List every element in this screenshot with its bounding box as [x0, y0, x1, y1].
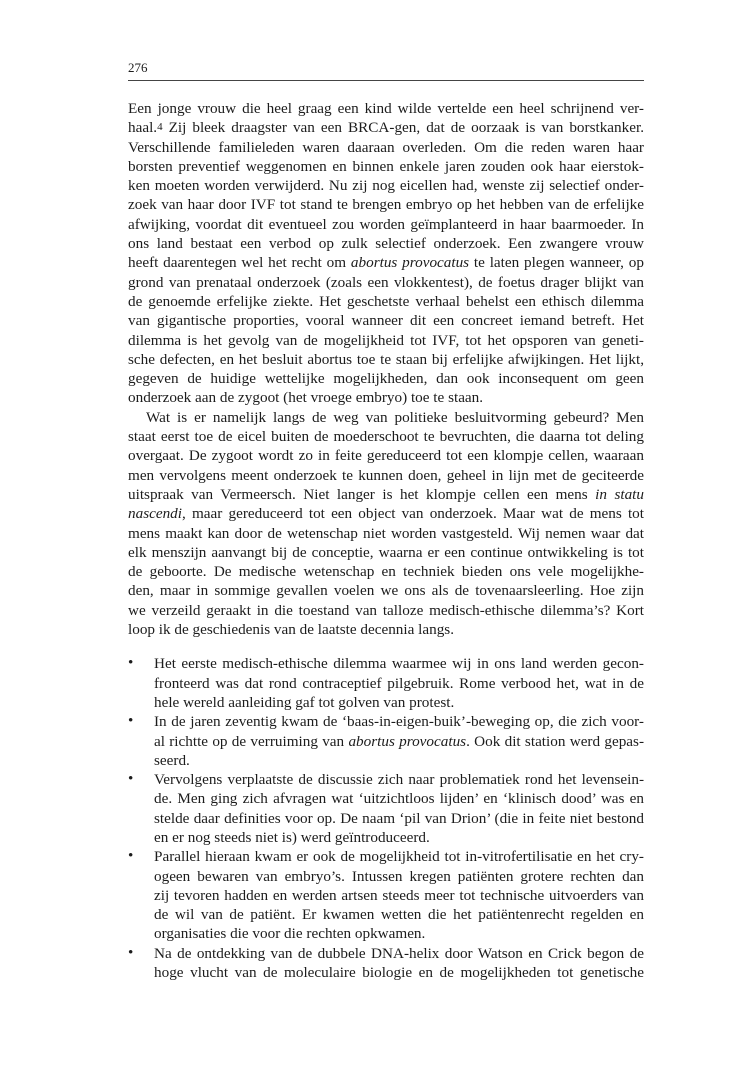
text-line: organisaties die voor die rechten opkwamen. [154, 925, 426, 943]
bullet-dot-icon: • [128, 712, 134, 730]
italic-term: nascendi [128, 505, 182, 523]
italic-term: abortus provocatus [350, 254, 470, 272]
text-line: Na de ontdekking van de dubbele DNA-helix door Watson en Crick begon de [154, 944, 644, 962]
bullet-item [128, 770, 644, 847]
text-line: overgaat. De zygoot wordt zo in feite gereduceerd tot een klompje cellen, waaraan [128, 447, 644, 465]
text-line: uitspraak van Vermeersch. Niet langer is het klompje cellen een mens in statu [128, 485, 644, 503]
bullet-item [128, 712, 644, 770]
bullet-item [128, 847, 644, 943]
text-line: loop ik de geschiedenis van de laatste decennia langs. [128, 621, 454, 639]
text-line: Vervolgens verplaatste de discussie zich naar problematiek rond het levensein- [154, 771, 644, 789]
text-line: zoek van haar door IVF tot stand te brengen embryo op het hebben van de erfelijke [128, 196, 644, 214]
text-line: sche defecten, en het besluit abortus toe te staan bij erfelijke afwijkingen. Het lijkt, [128, 350, 644, 368]
text-line: de. Men ging zich afvragen wat ‘uitzichtloos lijden’ en ‘klinisch dood’ was en [154, 790, 644, 808]
text-line: hoge vlucht van de moleculaire biologie en de mogelijkheden tot genetische [154, 964, 644, 982]
body-text [128, 99, 644, 982]
text-line: en er nog steeds niet is) werd geïntroduceerd. [154, 828, 430, 846]
text-line: afwijking, voordat dit eventueel zou worden geïmplanteerd in haar baarmoeder. In [128, 215, 644, 233]
text-line: seerd. [154, 751, 190, 769]
paragraph-1 [128, 99, 644, 408]
text-line: dilemma is het gevolg van de mogelijkheid tot IVF, tot het opsporen van geneti- [128, 331, 644, 349]
bullet-dot-icon: • [128, 943, 134, 961]
text-line: ogeen bewaren van embryo’s. Intussen kregen patiënten grotere rechten dan [154, 867, 644, 885]
text-line: In de jaren zeventig kwam de ‘baas-in-eigen-buik’-beweging op, die zich voor- [154, 713, 644, 731]
text-line: hele wereld aanleiding gaf tot golven van protest. [154, 693, 455, 711]
text-line: gegeven de huidige wettelijke mogelijkheden, dan ook inconsequent om geen [128, 370, 644, 388]
text-line: ons land bestaat een verbod op zulk selectief onderzoek. Een zwangere vrouw [128, 235, 644, 253]
italic-term: abortus provocatus [348, 732, 467, 750]
text-line: Een jonge vrouw die heel graag een kind wilde vertelde een heel schrijnend ver- [128, 100, 644, 117]
footnote-marker: 4 [157, 121, 163, 134]
text-line: nascendi, maar gereduceerd tot een object van onderzoek. Maar wat de mens tot [128, 505, 644, 523]
italic-term: in statu [595, 485, 644, 503]
text-line: heeft daarentegen wel het recht om abortus provocatus te laten plegen wanneer, op [128, 254, 644, 272]
section-gap [128, 639, 644, 654]
text-line: men vervolgens meent onderzoek te kunnen doen, geheel in lijn met de geciteerde [128, 466, 644, 484]
bullet-list [128, 654, 644, 982]
text-line: zij tevoren hadden en werden artsen steeds meer tot technische uitvoerders van [154, 886, 644, 904]
text-line: de genoemde erfelijke ziekte. Het geschetste verhaal behelst een ethisch dilemma [128, 292, 644, 310]
page-number: 276 [128, 60, 148, 75]
paragraph-2 [128, 408, 644, 640]
text-line: mens maakt kan door de wetenschap niet worden vastgesteld. Wij nemen waar dat [128, 524, 644, 542]
text-line: al richtte op de verruiming van abortus provocatus. Ook dit station werd gepas- [154, 732, 645, 750]
text-line: staat eerst toe de eicel buiten de moederschoot te bevruchten, die daarna tot deling [128, 428, 644, 446]
header-rule [128, 80, 644, 81]
text-line: de wil van de patiënt. Er kwamen wetten die het patiëntenrecht regelden en [154, 906, 644, 924]
text-line: van gigantische proporties, vooral wanneer dit een concreet iemand betreft. Het [128, 312, 644, 330]
text-line: fronteerd was dat rond contraceptief pilgebruik. Rome verbood het, wat in de [154, 674, 644, 692]
text-line: de geboorte. De medische wetenschap en techniek bieden ons vele mogelijkhe- [128, 563, 644, 581]
text-line: borsten preventief weggenomen en binnen enkele jaren zouden ook haar eierstok- [128, 157, 644, 175]
text-line: Parallel hieraan kwam er ook de mogelijkheid tot in-vitrofertilisatie en het cry- [154, 848, 644, 866]
text-line: we verzeild geraakt in die toestand van talloze medisch-ethische dilemma’s? Kort [128, 601, 644, 619]
bullet-dot-icon: • [128, 847, 134, 865]
bullet-dot-icon: • [128, 654, 134, 672]
text-line: Verschillende familieleden waren daaraan overleden. Om die reden waren haar [128, 138, 644, 156]
text-line: elk menszijn aanvangt bij de conceptie, waarna er een continue ontwikkeling is tot [128, 543, 644, 561]
text-line: den, maar in sommige gevallen voelen we ons als de tovenaarsleerling. Hoe zijn [128, 582, 644, 600]
text-line: grond van prenataal onderzoek (zoals een vlokkentest), de foetus drager blijkt van [128, 273, 644, 291]
text-line: onderzoek aan de zygoot (het vroege embryo) toe te staan. [128, 389, 484, 407]
bullet-dot-icon: • [128, 770, 134, 788]
text-line: haal.$^4$ Zij bleek draagster van een BRCA-gen, dat de oorzaak is van borstkanker. [128, 119, 644, 137]
bullet-item [128, 944, 644, 983]
bullet-item [128, 654, 644, 712]
text-line: Het eerste medisch-ethische dilemma waarmee wij in ons land werden gecon- [154, 655, 644, 673]
text-line: stelde daar definities voor op. De naam ‘pil van Drion’ (die in feite niet bestond [154, 809, 644, 827]
text-line: ken moeten worden verwijderd. Nu zij nog eicellen had, wenste zij selectief onder- [128, 177, 644, 195]
text-line: Wat is er namelijk langs de weg van politieke besluitvorming gebeurd? Men [146, 408, 644, 426]
